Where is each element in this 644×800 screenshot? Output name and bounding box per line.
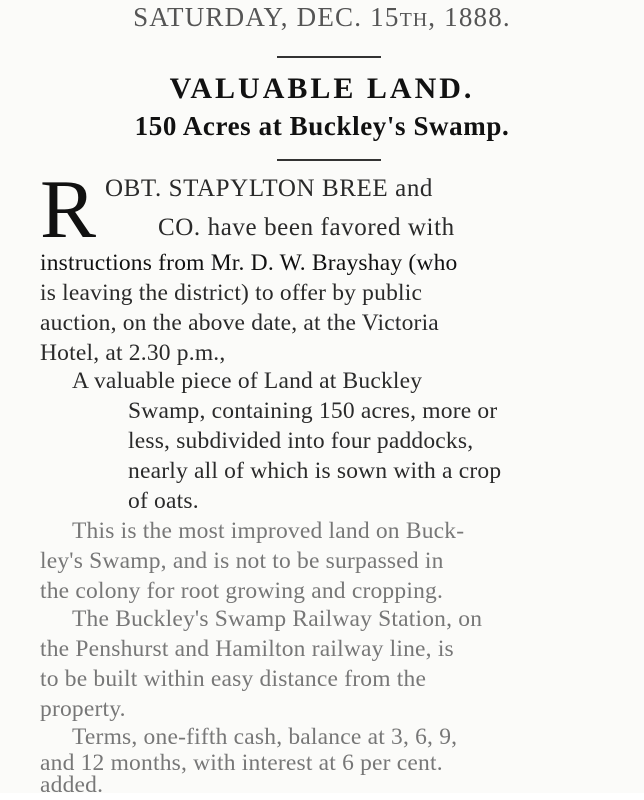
body-line: the colony for root growing and cropping. [40, 578, 444, 604]
body-line: auction, on the above date, at the Victoria [40, 310, 439, 336]
body-line: Swamp, containing 150 acres, more or [128, 398, 498, 424]
body-line: is leaving the district) to offer by public [40, 280, 423, 306]
dateline-date: SATURDAY, DEC. 15 [133, 2, 400, 32]
body-line: This is the most improved land on Buck- [72, 518, 465, 544]
advert-subtitle: 150 Acres at Buckley's Swamp. [134, 111, 510, 141]
dateline-year: , 1888. [428, 2, 511, 32]
top-divider [277, 56, 381, 58]
advert-title: VALUABLE LAND. [169, 72, 475, 105]
body-line: instructions from Mr. D. W. Brayshay (who [40, 250, 458, 276]
body-line: Terms, one-fifth cash, balance at 3, 6, 9, [72, 724, 458, 750]
drop-cap: R [40, 163, 97, 256]
body-line: The Buckley's Swamp Railway Station, on [72, 606, 483, 632]
body-line: OBT. STAPYLTON BREE and [105, 175, 434, 202]
body-line: the Penshurst and Hamilton railway line, is [40, 636, 454, 662]
body-line: CO. have been favored with [158, 214, 455, 241]
body-line: and 12 months, with interest at 6 per cent. [40, 750, 443, 776]
body-line: A valuable piece of Land at Buckley [72, 368, 423, 394]
body-line: added. [40, 772, 104, 798]
body-line: of oats. [128, 488, 199, 514]
body-line: ley's Swamp, and is not to be surpassed in [40, 548, 444, 574]
body-line: less, subdivided into four paddocks, [128, 428, 474, 454]
body-line: nearly all of which is sown with a crop [128, 458, 502, 484]
dateline [0, 2, 644, 33]
body-line: to be built within easy distance from the [40, 666, 427, 692]
dateline-ordinal: TH [399, 9, 429, 31]
body-line: property. [40, 696, 126, 722]
body-line: Hotel, at 2.30 p.m., [40, 340, 226, 366]
bottom-divider [277, 159, 381, 161]
